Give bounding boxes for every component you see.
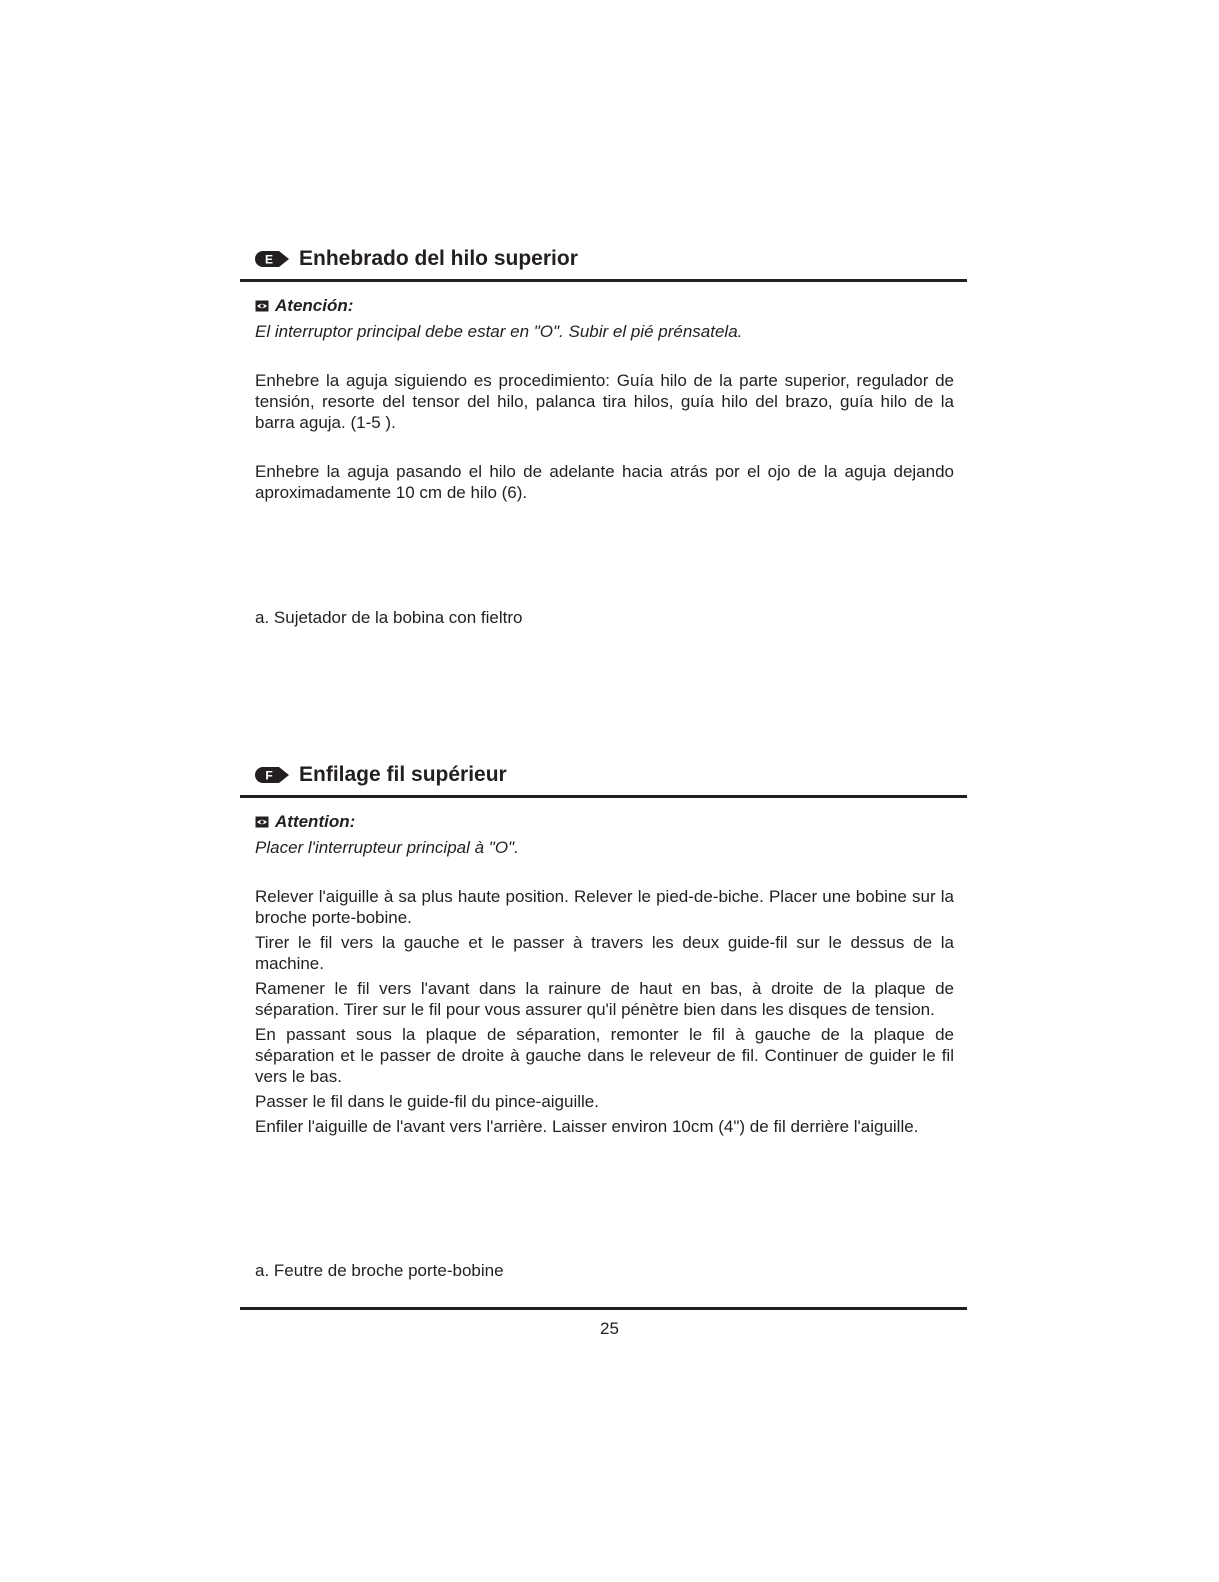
section-heading-spanish — [240, 246, 967, 282]
instruction-paragraph: Relever l'aiguille à sa plus haute position. Relever le pied-de-biche. Placer une bobine sur la broche porte-bobine. — [255, 887, 954, 927]
instruction-paragraph: Enfiler l'aiguille de l'avant vers l'arrière. Laisser environ 10cm (4") de fil derrière l'aiguille. — [255, 1117, 919, 1136]
attention-note — [255, 295, 955, 343]
section-heading-french — [240, 762, 967, 798]
section-title: Enhebrado del hilo superior — [299, 247, 578, 270]
figure-caption: a. Feutre de broche porte-bobine — [255, 1261, 504, 1280]
language-badge-arrow-icon — [254, 766, 290, 784]
instruction-list — [255, 886, 954, 1141]
section-title: Enfilage fil supérieur — [299, 763, 507, 786]
section-spanish — [240, 246, 967, 627]
attention-label: Atención: — [275, 296, 354, 315]
badge-letter: F — [265, 768, 273, 783]
attention-eye-icon — [255, 300, 269, 312]
footer-rule — [240, 1307, 967, 1310]
badge-letter: E — [264, 252, 274, 267]
instruction-paragraph: Enhebre la aguja siguiendo es procedimiento: Guía hilo de la parte superior, regulador de tensión, resorte del tensor del hilo, palanca tira hilos, guía hilo del brazo, guía hilo de la barra aguja. (1-5 ). — [255, 371, 954, 432]
language-badge-arrow-icon — [254, 250, 290, 268]
instruction-paragraph: Tirer le fil vers la gauche et le passer à travers les deux guide-fil sur le dessus de la machine. — [255, 933, 954, 973]
instruction-paragraph: Enhebre la aguja pasando el hilo de adelante hacia atrás por el ojo de la aguja dejando aproximadamente 10 cm de hilo (6). — [255, 462, 954, 502]
instruction-paragraph: En passant sous la plaque de séparation, remonter le fil à gauche de la plaque de séparation et le passer de droite à gauche dans le releveur de fil. Continuer de guider le fil vers le bas. — [255, 1025, 954, 1086]
figure-caption: a. Sujetador de la bobina con fieltro — [255, 608, 523, 627]
instruction-paragraph: Passer le fil dans le guide-fil du pince-aiguille. — [255, 1092, 599, 1111]
attention-note — [255, 811, 955, 859]
attention-eye-icon — [255, 816, 269, 828]
attention-text: El interruptor principal debe estar en "O". Subir el pié prénsatela. — [255, 322, 743, 341]
instruction-paragraph: Ramener le fil vers l'avant dans la rainure de haut en bas, à droite de la plaque de séparation. Tirer sur le fil pour vous assurer qu'il pénètre bien dans les disques de tension. — [255, 979, 954, 1019]
section-french — [240, 762, 967, 1280]
page-number: 25 — [600, 1319, 619, 1338]
attention-label: Attention: — [275, 812, 356, 831]
attention-text: Placer l'interrupteur principal à "O". — [255, 838, 519, 857]
